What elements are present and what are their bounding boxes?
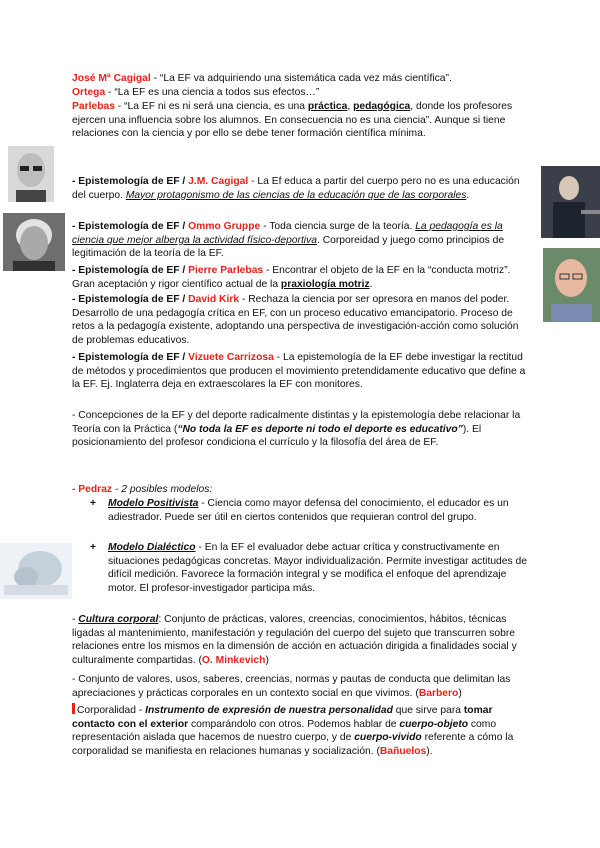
bullet-plus: + (90, 498, 97, 509)
bullet-plus: + (90, 542, 97, 553)
epistemology-gruppe: - Epistemología de EF / Ommo Gruppe - Toda ciencia surge de la teoría. La pedagogía es la ciencia que mejor alberga la actividad físico-deportiva. Corporeidad y juego como principios de legitimación de la teoría de la EF. (72, 221, 505, 260)
author-name: Vizuete Carrizosa (188, 352, 274, 363)
epistemology-parlebas: - Epistemología de EF / Pierre Parlebas - Encontrar el objeto de la EF en la “conducta motriz”. Gran aceptación y rigor científico actual de la praxiología motriz. (72, 265, 511, 290)
valores-paragraph: - Conjunto de valores, usos, saberes, creencias, normas y pautas de conducta que delimitan las apreciaciones y prácticas corporales en un contexto social en que vivimos. (Barbero) (72, 674, 511, 699)
author-name: J.M. Cagigal (188, 176, 249, 187)
portrait-kirk (543, 248, 600, 322)
quote-parlebas: Parlebas - “La EF ni es ni será una ciencia, es una práctica, pedagógica, donde los profesores ejercen una influencia sobre los alumnos. En consecuencia no es una ciencia”. Aunque si tiene relaciones con la ciencia y por ello se debe tener formación científica mínima. (72, 101, 513, 140)
illustration-statue (0, 543, 72, 599)
red-marker (72, 703, 75, 714)
epistemology-cagigal: - Epistemología de EF / J.M. Cagigal - La Ef educa a partir del cuerpo pero no es una educación del cuerpo. Mayor protagonismo de las ciencias de la educación que de las corporales. (72, 176, 520, 201)
pedraz-intro: - Pedraz - 2 posibles modelos: (72, 484, 213, 495)
model-dialectico: Modelo Dialéctico - En la EF el evaluador debe actuar crítica y constructivamente en situaciones pedagógicas concretas. Mayor individualización. Permite investigar actitudes de difícil medición. Favorece la formación integral y se modifica el enfoque del aprendizaje motor. El profesor-investigador participa más. (108, 542, 527, 594)
author-name: Ortega (72, 87, 106, 98)
author-name: Pedraz (78, 484, 113, 495)
author-name: Pierre Parlebas (188, 265, 264, 276)
portrait-cagigal (8, 146, 54, 202)
portrait-speaker-right (541, 166, 600, 238)
concepciones-paragraph: - Concepciones de la EF y del deporte radicalmente distintas y la epistemología debe relacionar la Teoría con la Práctica (“No toda la EF es deporte ni todo el deporte es educativo”). El posicionamiento del profesor condiciona el currículo y la filosofía del área de EF. (72, 410, 521, 449)
model-positivista: Modelo Positivista - Ciencia como mayor defensa del conocimiento, el educador es un adiestrador. Puede ser útil en ciertos contenidos que requieran control del grupo. (108, 498, 509, 523)
portrait-gruppe (3, 213, 65, 271)
author-name: Parlebas (72, 101, 115, 112)
author-name: Barbero (418, 687, 459, 699)
author-name: José Mª Cagigal (72, 73, 151, 84)
quote-cagigal: José Mª Cagigal - “La EF va adquiriendo una sistemática cada vez más científica”. (72, 73, 452, 84)
cultura-corporal-paragraph: - Cultura corporal: Conjunto de prácticas, valores, creencias, conocimientos, hábitos, técnicas ligadas al mantenimiento, manifestación y regulación del cuerpo del sujeto que transcurren sobre relaciones entre los mismos en la dimensión de acción en actuación dirigida a finalidades social y culturalmente compartidas. (O. Minkevich) (72, 614, 517, 666)
author-name: Bañuelos (379, 745, 427, 757)
corporalidad-paragraph: Corporalidad - Instrumento de expresión de nuestra personalidad que sirve para tomar contacto con el exterior comparándolo con otros. Podemos hablar de cuerpo-objeto como representación aislada que hacemos de nuestro cuerpo, y de cuerpo-vivido referente a cómo la corporalidad se manifiesta en relaciones humanas y socialización. (Bañuelos). (72, 705, 514, 757)
epistemology-vizuete: - Epistemología de EF / Vizuete Carrizosa - La epistemología de la EF debe investigar la rectitud de métodos y procedimientos que producen el movimiento pretendidamente educativo que define a la EF. Ej. Inglaterra deja en extraescolares la EF con monitores. (72, 352, 526, 391)
author-name: David Kirk (188, 294, 240, 305)
author-name: O. Minkevich (201, 654, 266, 666)
author-name: Ommo Gruppe (188, 221, 261, 232)
epistemology-kirk: - Epistemología de EF / David Kirk - Rechaza la ciencia por ser opresora en manos del poder. Desarrollo de una pedagogía crítica en EF, con un proceso educativo emancipatorio. Proceso de retos a la pedagogía existente, adoptando una perspectiva de investigación-acción como solución de problemas educativos. (72, 294, 519, 346)
quote-ortega: Ortega - “La EF es una ciencia a todos sus efectos…” (72, 87, 320, 98)
